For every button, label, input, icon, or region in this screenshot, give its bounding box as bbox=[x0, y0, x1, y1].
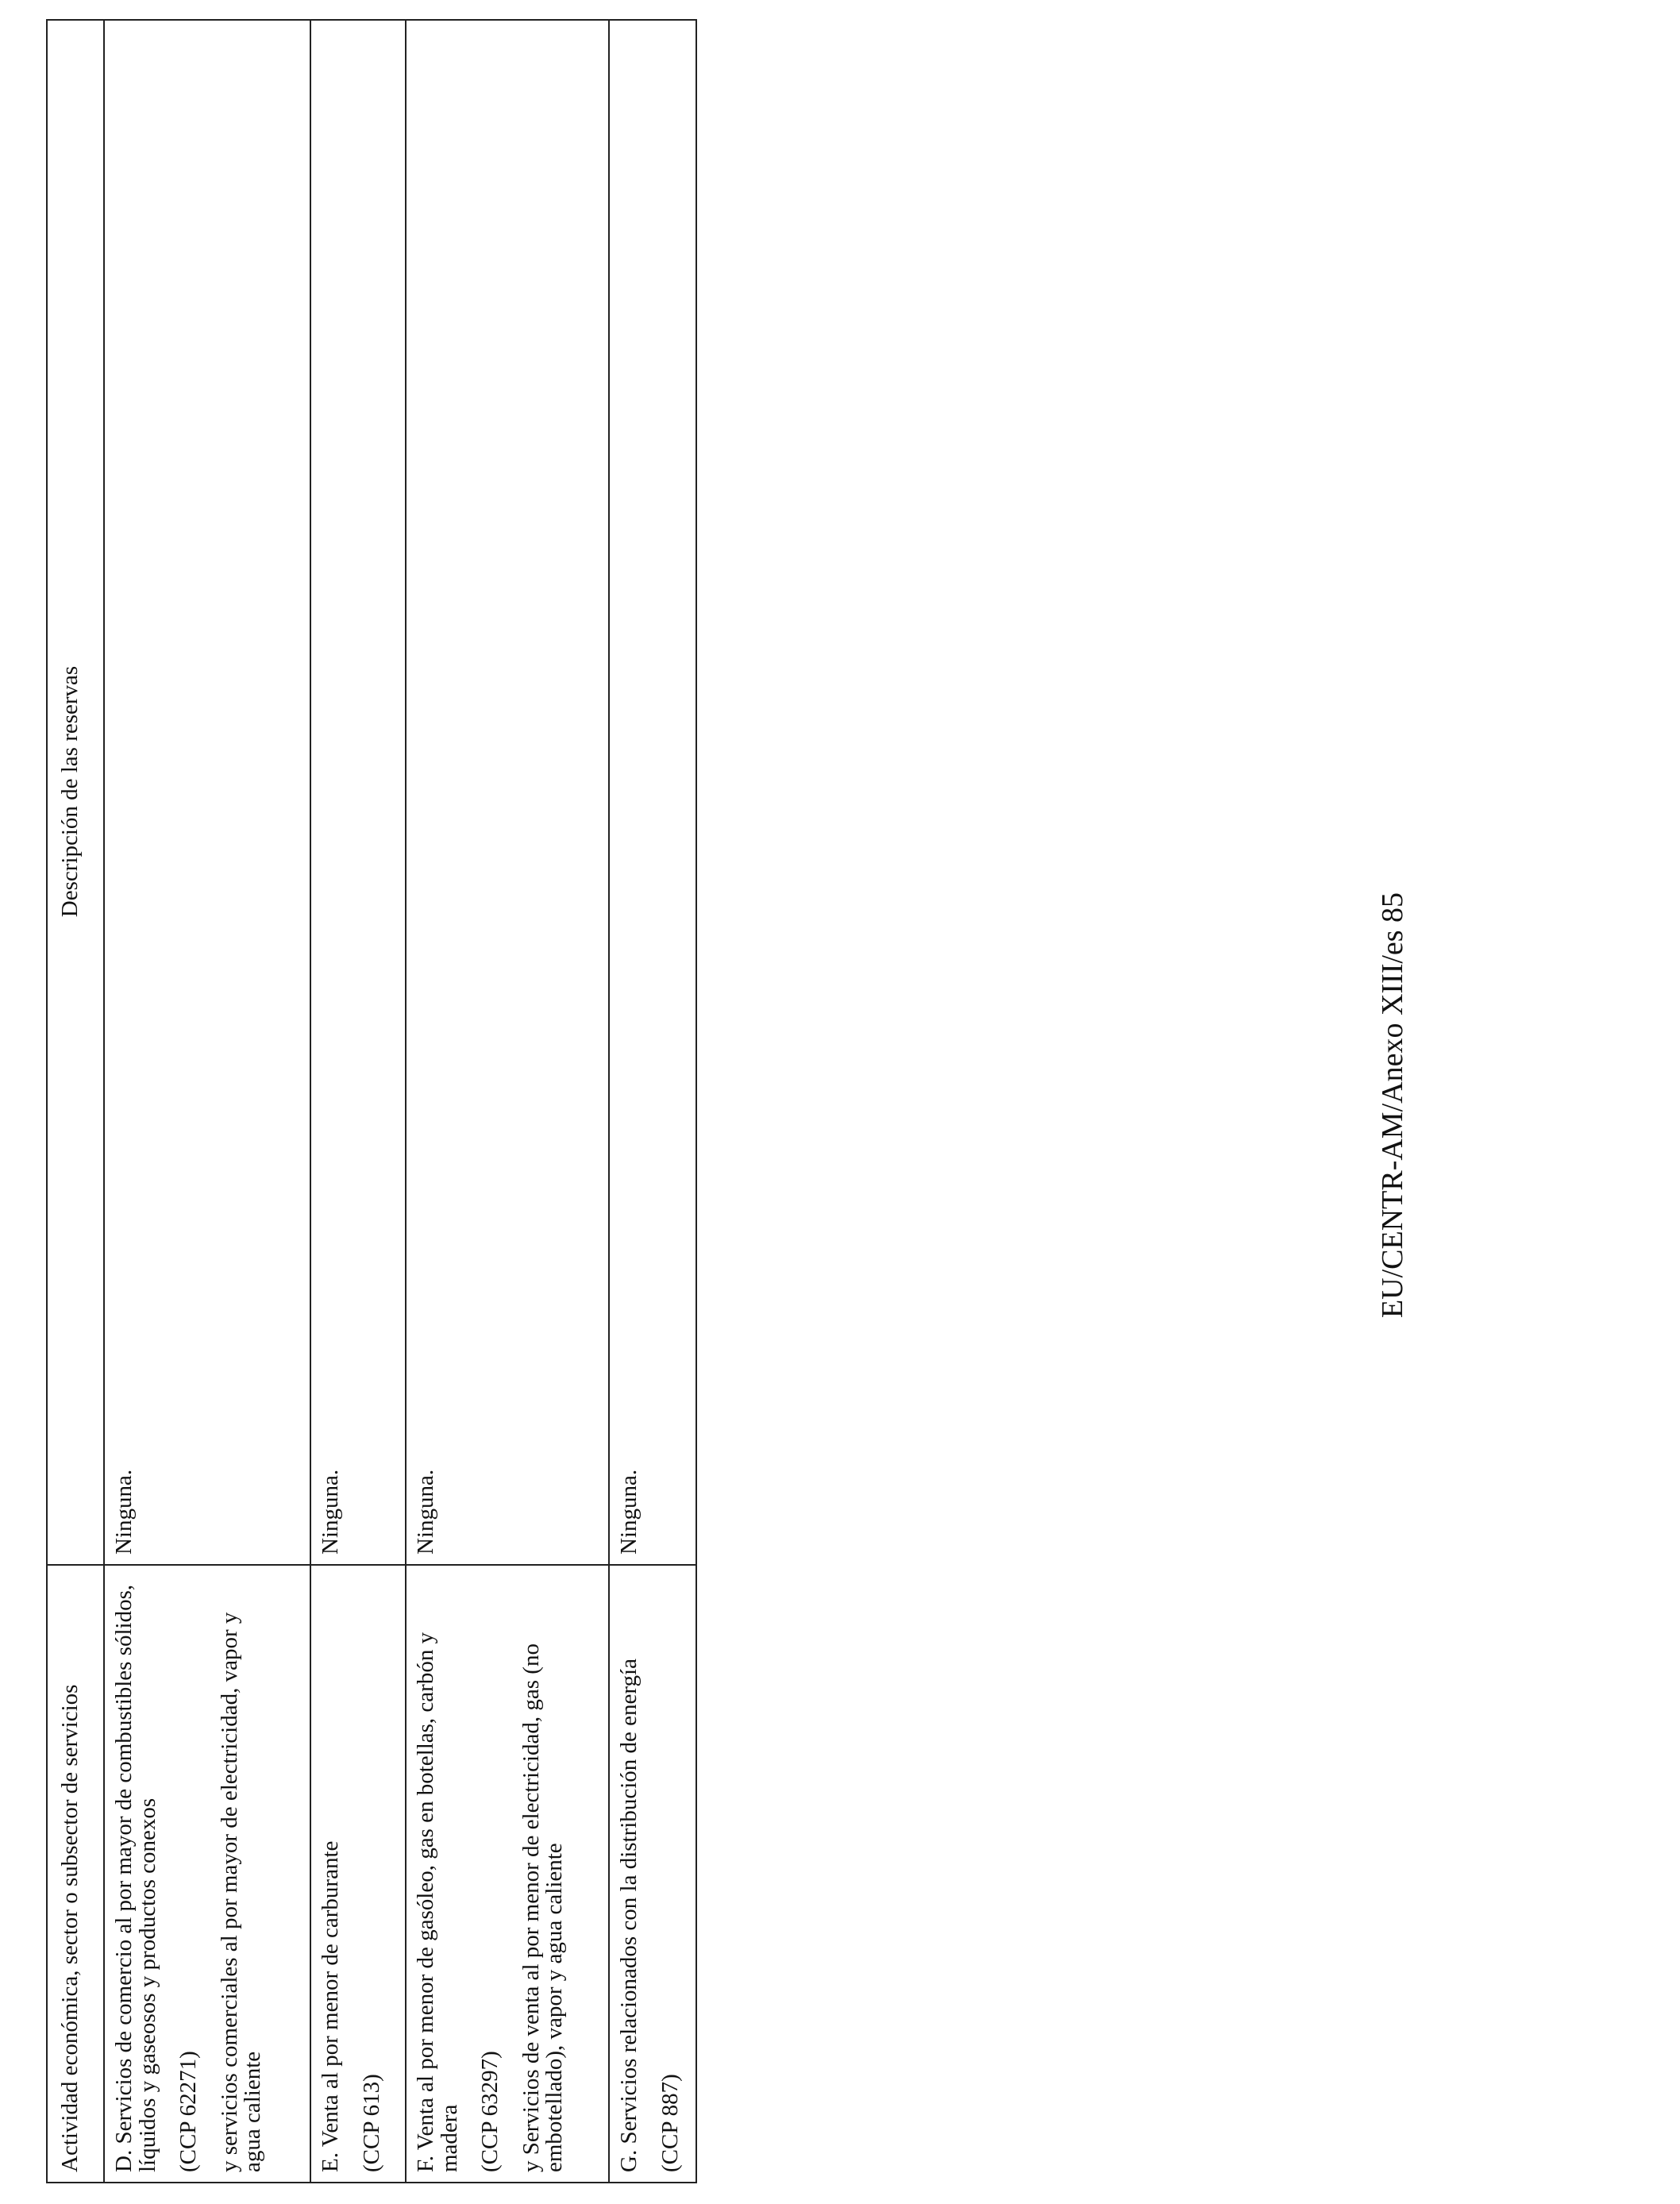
reservation-cell: Ninguna. bbox=[310, 20, 406, 1565]
reservation-cell: Ninguna. bbox=[406, 20, 609, 1565]
activity-cell bbox=[609, 1565, 696, 2183]
activity-text: y Servicios de venta al por menor de electricidad, gas (no embotellado), vapor y agua caliente bbox=[518, 1643, 568, 2172]
table-header-row bbox=[47, 20, 104, 2183]
activity-cell bbox=[104, 1565, 310, 2183]
reservations-table bbox=[46, 19, 697, 2183]
ccp-code: (CCP 62271) bbox=[175, 2051, 202, 2172]
activity-text: G. Servicios relacionados con la distribución de energía bbox=[616, 1659, 642, 2172]
activity-text: D. Servicios de comercio al por mayor de combustibles sólidos, líquidos y gaseosos y productos conexos bbox=[111, 1584, 160, 2172]
ccp-code: (CCP 63297) bbox=[477, 2051, 503, 2172]
ccp-code: (CCP 613) bbox=[358, 2074, 384, 2172]
activity-text: y servicios comerciales al por mayor de electricidad, vapor y agua caliente bbox=[216, 1612, 266, 2172]
header-activity: Actividad económica, sector o subsector de servicios bbox=[47, 1565, 104, 2183]
document-reference: EU/CENTR-AM/Anexo XIII/es 85 bbox=[1376, 892, 1409, 1319]
activity-cell bbox=[406, 1565, 609, 2183]
reservation-cell: Ninguna. bbox=[609, 20, 696, 1565]
activity-cell bbox=[310, 1565, 406, 2183]
reservation-cell: Ninguna. bbox=[104, 20, 310, 1565]
header-description: Descripción de las reservas bbox=[47, 20, 104, 1565]
table-row bbox=[406, 20, 609, 2183]
table-row bbox=[310, 20, 406, 2183]
activity-text: F. Venta al por menor de gasóleo, gas en botellas, carbón y madera bbox=[413, 1632, 462, 2172]
table-row bbox=[104, 20, 310, 2183]
activity-text: E. Venta al por menor de carburante bbox=[318, 1840, 343, 2172]
table-row bbox=[609, 20, 696, 2183]
ccp-code: (CCP 887) bbox=[657, 2074, 683, 2172]
